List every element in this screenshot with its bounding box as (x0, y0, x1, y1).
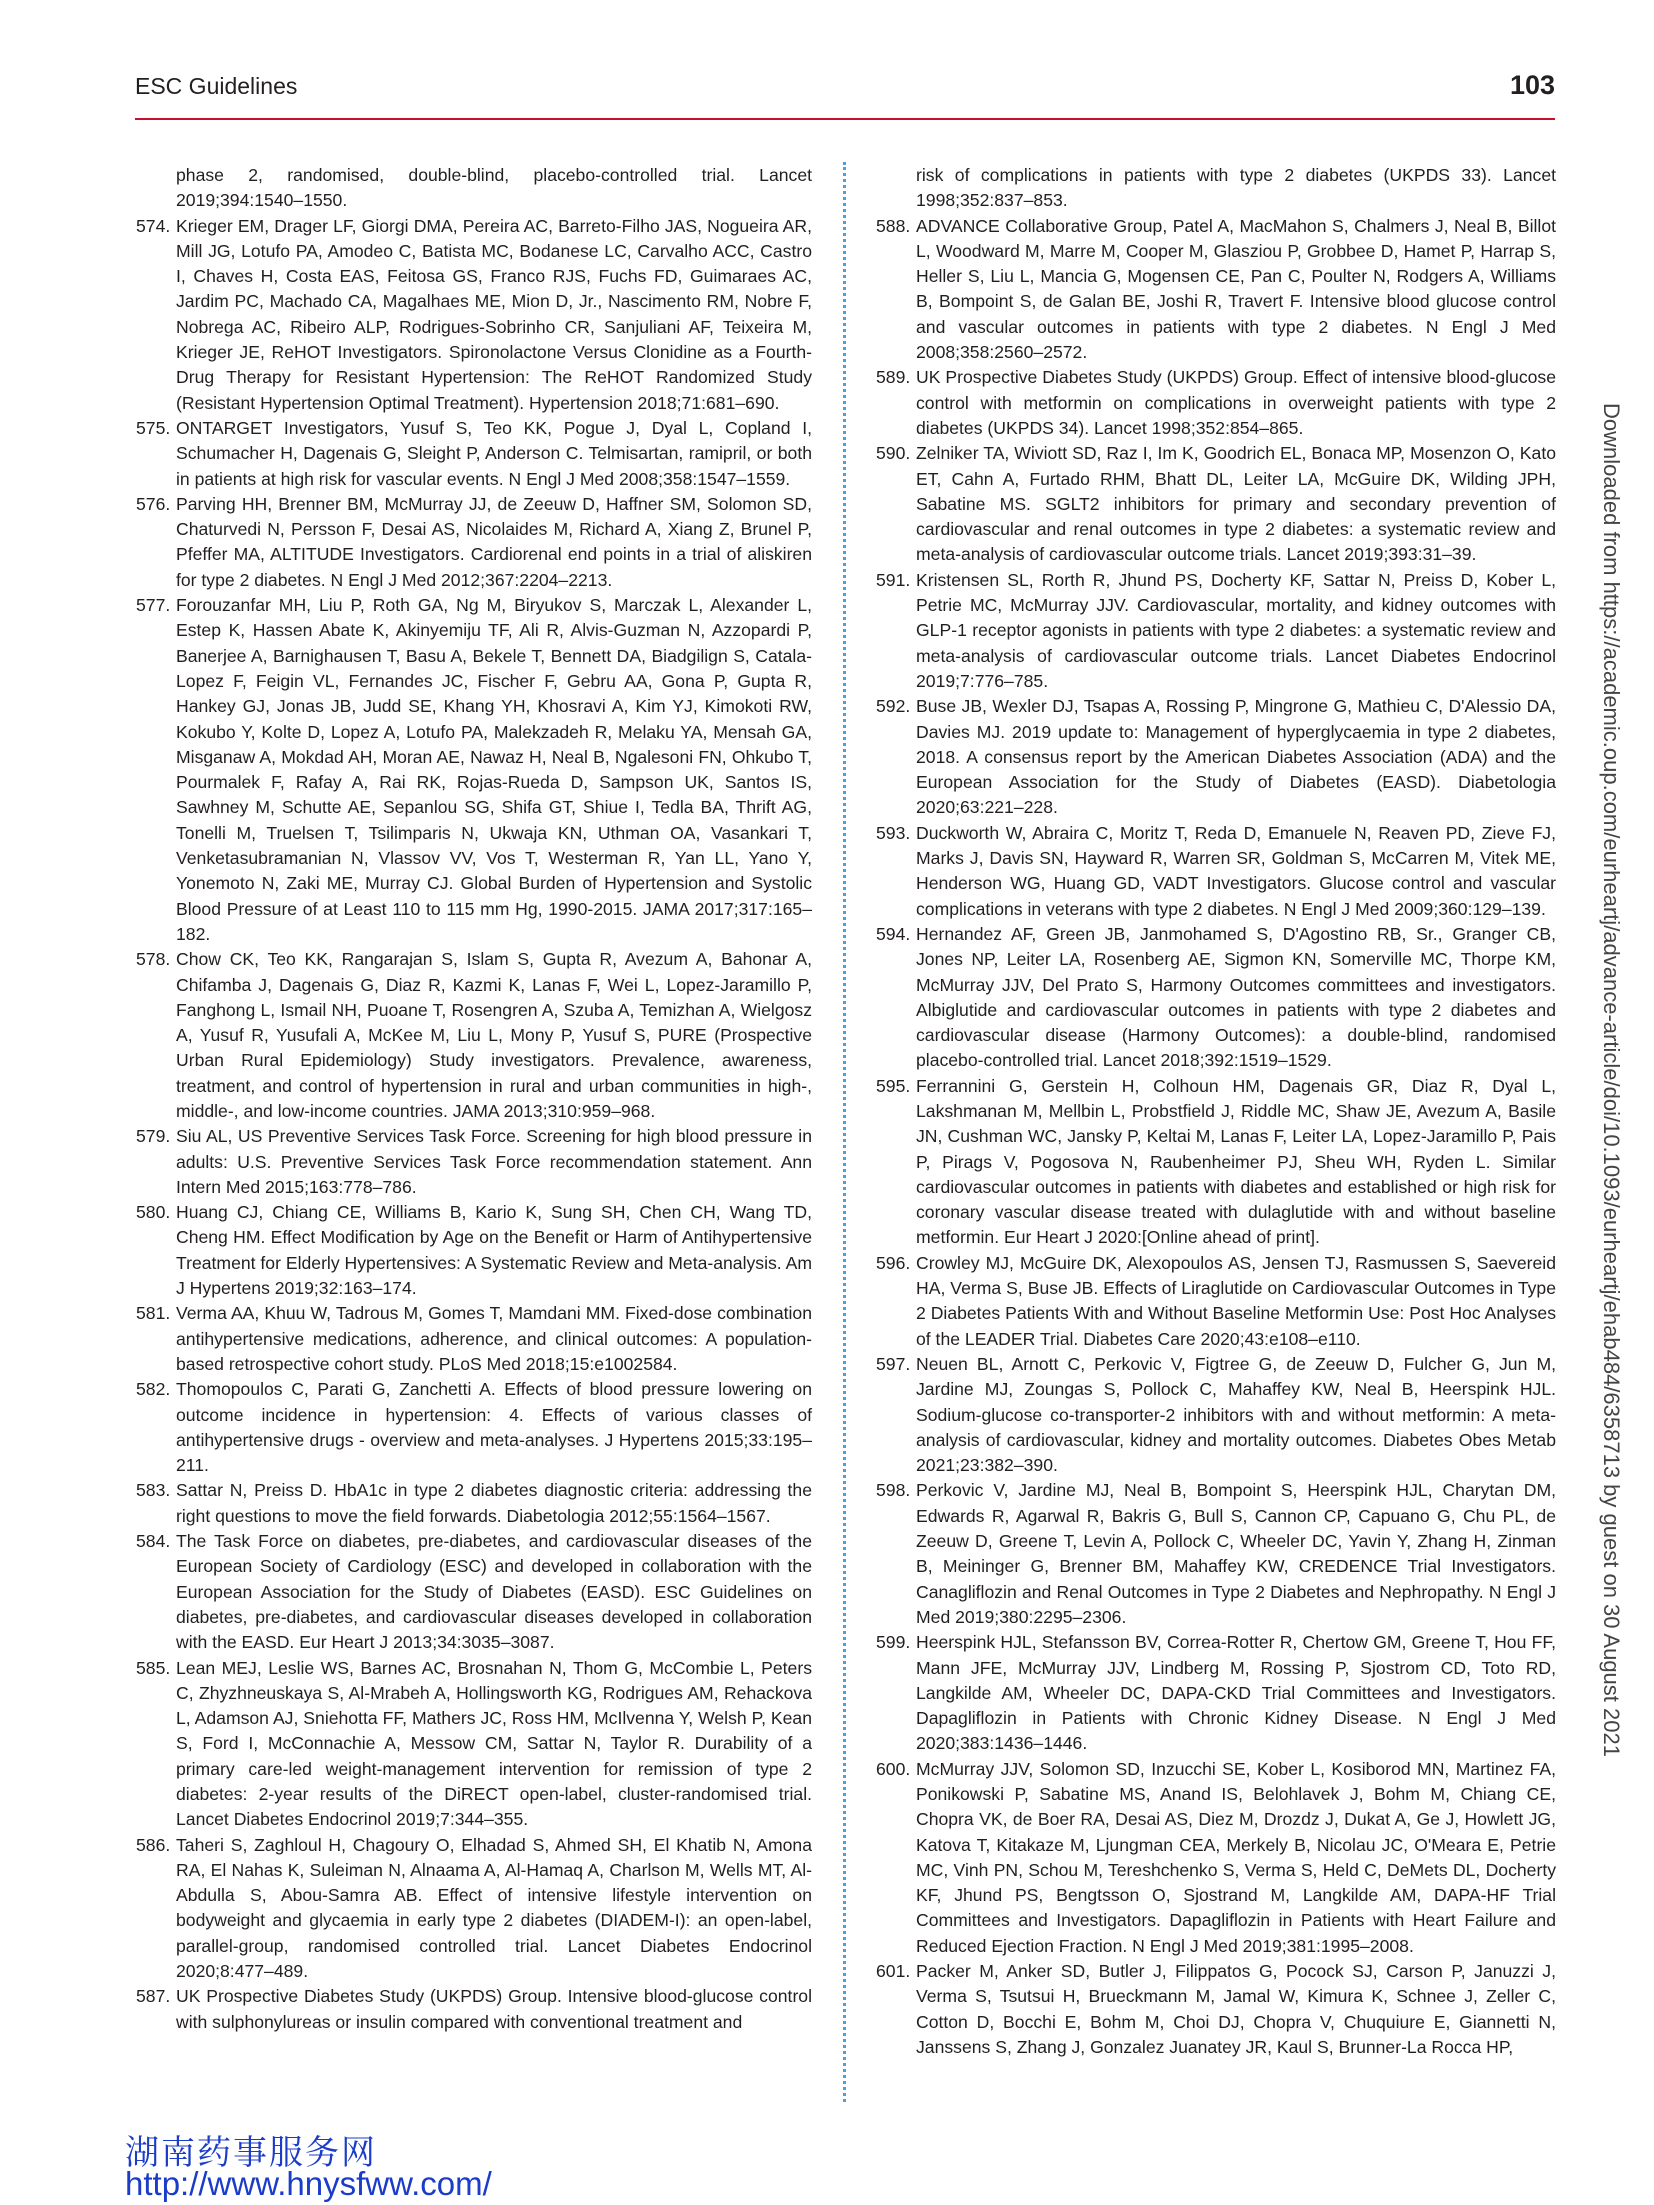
reference-entry (876, 1478, 1556, 1630)
reference-number: 588. (876, 215, 911, 236)
reference-number: 583. (136, 1480, 171, 1501)
footer-watermark-url[interactable]: http://www.hnysfww.com/ (125, 2165, 492, 2202)
reference-number: 600. (876, 1758, 911, 1779)
reference-text: Verma AA, Khuu W, Tadrous M, Gomes T, Mamdani MM. Fixed-dose combination antihypertensive medications, adherence, and clinical outcomes: A population-based retrospective cohort study. PLoS Med 2018;15:e1002584. (176, 1303, 812, 1374)
reference-entry (136, 163, 812, 214)
reference-entry (876, 922, 1556, 1074)
reference-text: Perkovic V, Jardine MJ, Neal B, Bompoint S, Heerspink HJL, Charytan DM, Edwards R, Agarwal R, Bakris G, Bull S, Cannon CP, Capuano G, Chu PL, de Zeeuw D, Greene T, Levin A, Pollock C, Wheeler DC, Yavin Y, Zhang H, Zinman B, Meininger G, Brenner BM, Mahaffey KW, CREDENCE Trial Investigators. Canagliflozin and Renal Outcomes in Type 2 Diabetes and Nephropathy. N Engl J Med 2019;380:2295–2306. (916, 1480, 1556, 1627)
reference-text: ADVANCE Collaborative Group, Patel A, MacMahon S, Chalmers J, Neal B, Billot L, Woodward M, Marre M, Cooper M, Glasziou P, Grobbee D, Hamet P, Harrap S, Heller S, Liu L, Mancia G, Mogensen CE, Pan C, Poulter N, Rodgers A, Williams B, Bompoint S, de Galan BE, Joshi R, Travert F. Intensive blood glucose control and vascular outcomes in patients with type 2 diabetes. N Engl J Med 2008;358:2560–2572. (916, 215, 1556, 363)
reference-entry (136, 214, 812, 416)
reference-number: 586. (136, 1834, 171, 1855)
page-header (135, 70, 1555, 114)
reference-number: 577. (136, 595, 171, 616)
reference-entry (136, 416, 812, 492)
reference-text: ONTARGET Investigators, Yusuf S, Teo KK, Pogue J, Dyal L, Copland I, Schumacher H, Dagenais G, Sleight P, Anderson C. Telmisartan, ramipril, or both in patients at high risk for vascular events. N Engl J Med 2008;358:1547–1559. (176, 417, 812, 489)
reference-entry (876, 441, 1556, 567)
reference-entry (136, 947, 812, 1124)
reference-number: 598. (876, 1480, 911, 1501)
references-right-column (876, 163, 1556, 2060)
reference-text: phase 2, randomised, double-blind, placebo-controlled trial. Lancet 2019;394:1540–1550. (176, 165, 812, 211)
reference-text: Siu AL, US Preventive Services Task Force. Screening for high blood pressure in adults: U.S. Preventive Services Task Force recommendation statement. Ann Intern Med 2015;163:778–786. (176, 1126, 812, 1197)
reference-number: 574. (136, 215, 171, 236)
reference-entry (136, 1833, 812, 1985)
reference-text: risk of complications in patients with type 2 diabetes (UKPDS 33). Lancet 1998;352:837–853. (916, 165, 1556, 211)
footer-watermark-brand: 湖南药事服务网 (125, 2133, 377, 2173)
reference-text: UK Prospective Diabetes Study (UKPDS) Group. Intensive blood-glucose control with sulphonylureas or insulin compared with conventional treatment and (176, 1986, 812, 2032)
reference-entry (136, 1656, 812, 1833)
reference-number: 582. (136, 1379, 171, 1400)
reference-text: Packer M, Anker SD, Butler J, Filippatos G, Pocock SJ, Carson P, Januzzi J, Verma S, Tsutsui H, Brueckmann M, Jamal W, Kimura K, Schnee J, Zeller C, Cotton D, Bocchi E, Bohm M, Choi DJ, Chopra V, Chuquiure E, Giannetti N, Janssens S, Zhang J, Gonzalez Juanatey JR, Kaul S, Brunner-La Rocca HP, (916, 1961, 1556, 2057)
reference-entry (136, 1984, 812, 2035)
reference-text: Hernandez AF, Green JB, Janmohamed S, D'Agostino RB, Sr., Granger CB, Jones NP, Leiter LA, Rosenberg AE, Sigmon KN, Somerville MC, Thorpe KM, McMurray JJV, Del Prato S, Harmony Outcomes committees and investigators. Albiglutide and cardiovascular outcomes in patients with type 2 diabetes and cardiovascular disease (Harmony Outcomes): a double-blind, randomised placebo-controlled trial. Lancet 2018;392:1519–1529. (916, 923, 1556, 1071)
reference-text: Ferrannini G, Gerstein H, Colhoun HM, Dagenais GR, Diaz R, Dyal L, Lakshmanan M, Mellbin L, Probstfield J, Riddle MC, Shaw JE, Avezum A, Basile JN, Cushman WC, Jansky P, Keltai M, Lanas F, Leiter LA, Lopez-Jaramillo P, Pais P, Pirags V, Pogosova N, Raubenheimer PJ, Sheu WH, Ryden L. Similar cardiovascular outcomes in patients with diabetes and established or high risk for coronary vascular disease treated with dulaglutide with and without baseline metformin. Eur Heart J 2020:[Online ahead of print]. (916, 1075, 1556, 1248)
reference-number: 591. (876, 569, 911, 590)
reference-entry (136, 1124, 812, 1200)
reference-text: Lean MEJ, Leslie WS, Barnes AC, Brosnahan N, Thom G, McCombie L, Peters C, Zhyzhneuskaya S, Al-Mrabeh A, Hollingsworth KG, Rodrigues AM, Rehackova L, Adamson AJ, Sniehotta FF, Mathers JC, Ross HM, McIlvenna Y, Welsh P, Kean S, Ford I, McConnachie A, Messow CM, Sattar N, Taylor R. Durability of a primary care-led weight-management intervention for remission of type 2 diabetes: 2-year results of the DiRECT open-label, cluster-randomised trial. Lancet Diabetes Endocrinol 2019;7:344–355. (176, 1657, 812, 1830)
reference-entry (876, 1074, 1556, 1251)
reference-text: Thomopoulos C, Parati G, Zanchetti A. Effects of blood pressure lowering on outcome incidence in hypertension: 4. Effects of various classes of antihypertensive drugs - overview and meta-analyses. J Hypertens 2015;33:195–211. (176, 1379, 812, 1476)
reference-entry (136, 492, 812, 593)
reference-number: 589. (876, 367, 911, 388)
download-note-text: Downloaded from https://academic.oup.com/eurheartj/advance-article/doi/10.1093/eurheartj/ehab484/6358713 by guest on 30 August 2021 (1599, 403, 1624, 1757)
reference-number: 590. (876, 443, 911, 464)
reference-entry (136, 1478, 812, 1529)
reference-text: Taheri S, Zaghloul H, Chagoury O, Elhadad S, Ahmed SH, El Khatib N, Amona RA, El Nahas K, Suleiman N, Alnaama A, Al-Hamaq A, Charlson M, Wells MT, Al-Abdulla S, Abou-Samra AB. Effect of intensive lifestyle intervention on bodyweight and glycaemia in early type 2 diabetes (DIADEM-I): an open-label, parallel-group, randomised controlled trial. Lancet Diabetes Endocrinol 2020;8:477–489. (176, 1834, 812, 1982)
reference-number: 592. (876, 696, 911, 717)
reference-text: Duckworth W, Abraira C, Moritz T, Reda D, Emanuele N, Reaven PD, Zieve FJ, Marks J, Davis SN, Hayward R, Warren SR, Goldman S, McCarren M, Vitek ME, Henderson WG, Huang GD, VADT Investigators. Glucose control and vascular complications in veterans with type 2 diabetes. N Engl J Med 2009;360:129–139. (916, 822, 1556, 919)
reference-text: Huang CJ, Chiang CE, Williams B, Kario K, Sung SH, Chen CH, Wang TD, Cheng HM. Effect Modification by Age on the Benefit or Harm of Antihypertensive Treatment for Elderly Hypertensives: A Systematic Review and Meta-analysis. Am J Hypertens 2019;32:163–174. (176, 1202, 812, 1299)
reference-entry (876, 163, 1556, 214)
reference-text: Neuen BL, Arnott C, Perkovic V, Figtree G, de Zeeuw D, Fulcher G, Jun M, Jardine MJ, Zoungas S, Pollock C, Mahaffey KW, Neal B, Heerspink HJL. Sodium-glucose co-transporter-2 inhibitors with and without metformin: A meta-analysis of cardiovascular, kidney and mortality outcomes. Diabetes Obes Metab 2021;23:382–390. (916, 1353, 1556, 1476)
reference-text: Parving HH, Brenner BM, McMurray JJ, de Zeeuw D, Haffner SM, Solomon SD, Chaturvedi N, Persson F, Desai AS, Nicolaides M, Richard A, Xiang Z, Brunel P, Pfeffer MA, ALTITUDE Investigators. Cardiorenal end points in a trial of aliskiren for type 2 diabetes. N Engl J Med 2012;367:2204–2213. (176, 493, 812, 590)
reference-entry (136, 1200, 812, 1301)
reference-number: 581. (136, 1303, 171, 1324)
reference-entry (876, 1757, 1556, 1959)
reference-number (876, 163, 916, 214)
reference-text: Sattar N, Preiss D. HbA1c in type 2 diabetes diagnostic criteria: addressing the right questions to move the field forwards. Diabetologia 2012;55:1564–1567. (176, 1480, 812, 1526)
reference-text: Buse JB, Wexler DJ, Tsapas A, Rossing P, Mingrone G, Mathieu C, D'Alessio DA, Davies MJ. 2019 update to: Management of hyperglycaemia in type 2 diabetes, 2018. A consensus report by the American Diabetes Association (ADA) and the European Association for the Study of Diabetes (EASD). Diabetologia 2020;63:221–228. (916, 696, 1556, 818)
reference-entry (136, 1301, 812, 1377)
reference-text: Heerspink HJL, Stefansson BV, Correa-Rotter R, Chertow GM, Greene T, Hou FF, Mann JFE, McMurray JJV, Lindberg M, Rossing P, Sjostrom CD, Toto RD, Langkilde AM, Wheeler DC, DAPA-CKD Trial Committees and Investigators. Dapagliflozin in Patients with Chronic Kidney Disease. N Engl J Med 2020;383:1436–1446. (916, 1632, 1556, 1754)
reference-number: 575. (136, 417, 171, 438)
reference-number: 599. (876, 1632, 911, 1653)
reference-entry (876, 1352, 1556, 1478)
reference-text: Forouzanfar MH, Liu P, Roth GA, Ng M, Biryukov S, Marczak L, Alexander L, Estep K, Hassen Abate K, Akinyemiju TF, Ali R, Alvis-Guzman N, Azzopardi P, Banerjee A, Barnighausen T, Basu A, Bekele T, Bennett DA, Biadgilign S, Catala-Lopez F, Feigin VL, Fernandes JC, Fischer F, Gebru AA, Gona P, Gupta R, Hankey GJ, Jonas JB, Judd SE, Khang YH, Khosravi A, Kim YJ, Kimokoti RW, Kokubo Y, Kolte D, Lopez A, Lotufo PA, Malekzadeh R, Melaku YA, Mensah GA, Misganaw A, Mokdad AH, Moran AE, Nawaz H, Neal B, Ngalesoni FN, Ohkubo T, Pourmalek F, Rafay A, Rai RK, Rojas-Rueda D, Sampson UK, Santos IS, Sawhney M, Schutte AE, Sepanlou SG, Shifa GT, Shiue I, Tedla BA, Thrift AG, Tonelli M, Truelsen T, Tsilimparis N, Ukwaja KN, Uthman OA, Vasankari T, Venketasubramanian N, Vlassov VV, Vos T, Westerman R, Yan LL, Yano Y, Yonemoto N, Zaki ME, Murray CJ. Global Burden of Hypertension and Systolic Blood Pressure of at Least 110 to 115 mm Hg, 1990-2015. JAMA 2017;317:165–182. (176, 595, 812, 944)
reference-text: Krieger EM, Drager LF, Giorgi DMA, Pereira AC, Barreto-Filho JAS, Nogueira AR, Mill JG, Lotufo PA, Amodeo C, Batista MC, Bodanese LC, Carvalho ACC, Castro I, Chaves H, Costa EAS, Feitosa GS, Franco RJS, Fuchs FD, Guimaraes AC, Jardim PC, Machado CA, Magalhaes ME, Mion D, Jr., Nascimento RM, Nobre F, Nobrega AC, Ribeiro ALP, Rodrigues-Sobrinho CR, Sanjuliani AF, Teixeira M, Krieger JE, ReHOT Investigators. Spironolactone Versus Clonidine as a Fourth-Drug Therapy for Resistant Hypertension: The ReHOT Randomized Study (Resistant Hypertension Optimal Treatment). Hypertension 2018;71:681–690. (176, 215, 812, 413)
reference-text: Kristensen SL, Rorth R, Jhund PS, Docherty KF, Sattar N, Preiss D, Kober L, Petrie MC, McMurray JJV. Cardiovascular, mortality, and kidney outcomes with GLP-1 receptor agonists in patients with type 2 diabetes: a systematic review and meta-analysis of cardiovascular outcome trials. Lancet Diabetes Endocrinol 2019;7:776–785. (916, 569, 1556, 691)
page-number: 103 (1509, 70, 1555, 100)
reference-entry (136, 593, 812, 947)
reference-text: Chow CK, Teo KK, Rangarajan S, Islam S, Gupta R, Avezum A, Bahonar A, Chifamba J, Dagenais G, Diaz R, Kazmi K, Lanas F, Wei L, Lopez-Jaramillo P, Fanghong L, Ismail NH, Puoane T, Rosengren A, Szuba A, Temizhan A, Wielgosz A, Yusuf R, Yusufali A, McKee M, Liu L, Mony P, Yusuf S, PURE (Prospective Urban Rural Epidemiology) Study investigators. Prevalence, awareness, treatment, and control of hypertension in rural and urban communities in high-, middle-, and low-income countries. JAMA 2013;310:959–968. (176, 949, 812, 1121)
reference-text: The Task Force on diabetes, pre-diabetes, and cardiovascular diseases of the European Society of Cardiology (ESC) and developed in collaboration with the European Association for the Study of Diabetes (EASD). ESC Guidelines on diabetes, pre-diabetes, and cardiovascular diseases developed in collaboration with the EASD. Eur Heart J 2013;34:3035–3087. (176, 1531, 812, 1653)
reference-number: 593. (876, 822, 911, 843)
reference-number (136, 163, 176, 214)
reference-entry (876, 694, 1556, 820)
reference-entry (876, 365, 1556, 441)
reference-number: 578. (136, 949, 171, 970)
reference-text: McMurray JJV, Solomon SD, Inzucchi SE, Kober L, Kosiborod MN, Martinez FA, Ponikowski P, Sabatine MS, Anand IS, Belohlavek J, Bohm M, Chiang CE, Chopra VK, de Boer RA, Desai AS, Diez M, Drozdz J, Dukat A, Ge J, Howlett JG, Katova T, Kitakaze M, Ljungman CEA, Merkely B, Nicolau JC, O'Meara E, Petrie MC, Vinh PN, Schou M, Tereshchenko S, Verma S, Held C, DeMets DL, Docherty KF, Jhund PS, Bengtsson O, Sjostrand M, Langkilde AM, DAPA-HF Trial Committees and Investigators. Dapagliflozin in Patients with Heart Failure and Reduced Ejection Fraction. N Engl J Med 2019;381:1995–2008. (916, 1758, 1556, 1956)
reference-number: 576. (136, 493, 171, 514)
reference-number: 596. (876, 1252, 911, 1273)
reference-number: 587. (136, 1986, 171, 2007)
running-title: ESC Guidelines (135, 73, 298, 99)
reference-number: 594. (876, 923, 911, 944)
reference-entry (876, 568, 1556, 694)
reference-entry (136, 1529, 812, 1655)
references-left-column (136, 163, 812, 2035)
reference-number: 597. (876, 1353, 911, 1374)
reference-entry (876, 1251, 1556, 1352)
reference-entry (876, 1630, 1556, 1756)
reference-number: 585. (136, 1657, 171, 1678)
reference-number: 580. (136, 1202, 171, 1223)
reference-number: 584. (136, 1531, 171, 1552)
reference-number: 579. (136, 1126, 171, 1147)
header-rule (135, 118, 1555, 120)
reference-entry (136, 1377, 812, 1478)
reference-number: 601. (876, 1961, 911, 1982)
reference-entry (876, 214, 1556, 366)
reference-text: Zelniker TA, Wiviott SD, Raz I, Im K, Goodrich EL, Bonaca MP, Mosenzon O, Kato ET, Cahn A, Furtado RHM, Bhatt DL, Leiter LA, McGuire DK, Wilding JPH, Sabatine MS. SGLT2 inhibitors for primary and secondary prevention of cardiovascular and renal outcomes in type 2 diabetes: a systematic review and meta-analysis of cardiovascular outcome trials. Lancet 2019;393:31–39. (916, 443, 1556, 565)
reference-text: UK Prospective Diabetes Study (UKPDS) Group. Effect of intensive blood-glucose control with metformin on complications in overweight patients with type 2 diabetes (UKPDS 34). Lancet 1998;352:854–865. (916, 367, 1556, 438)
reference-text: Crowley MJ, McGuire DK, Alexopoulos AS, Jensen TJ, Rasmussen S, Saevereid HA, Verma S, Buse JB. Effects of Liraglutide on Cardiovascular Outcomes in Type 2 Diabetes Patients With and Without Baseline Metformin Use: Post Hoc Analyses of the LEADER Trial. Diabetes Care 2020;43:e108–e110. (916, 1252, 1556, 1349)
reference-number: 595. (876, 1075, 911, 1096)
column-divider (843, 162, 846, 2102)
reference-entry (876, 1959, 1556, 2060)
reference-entry (876, 821, 1556, 922)
